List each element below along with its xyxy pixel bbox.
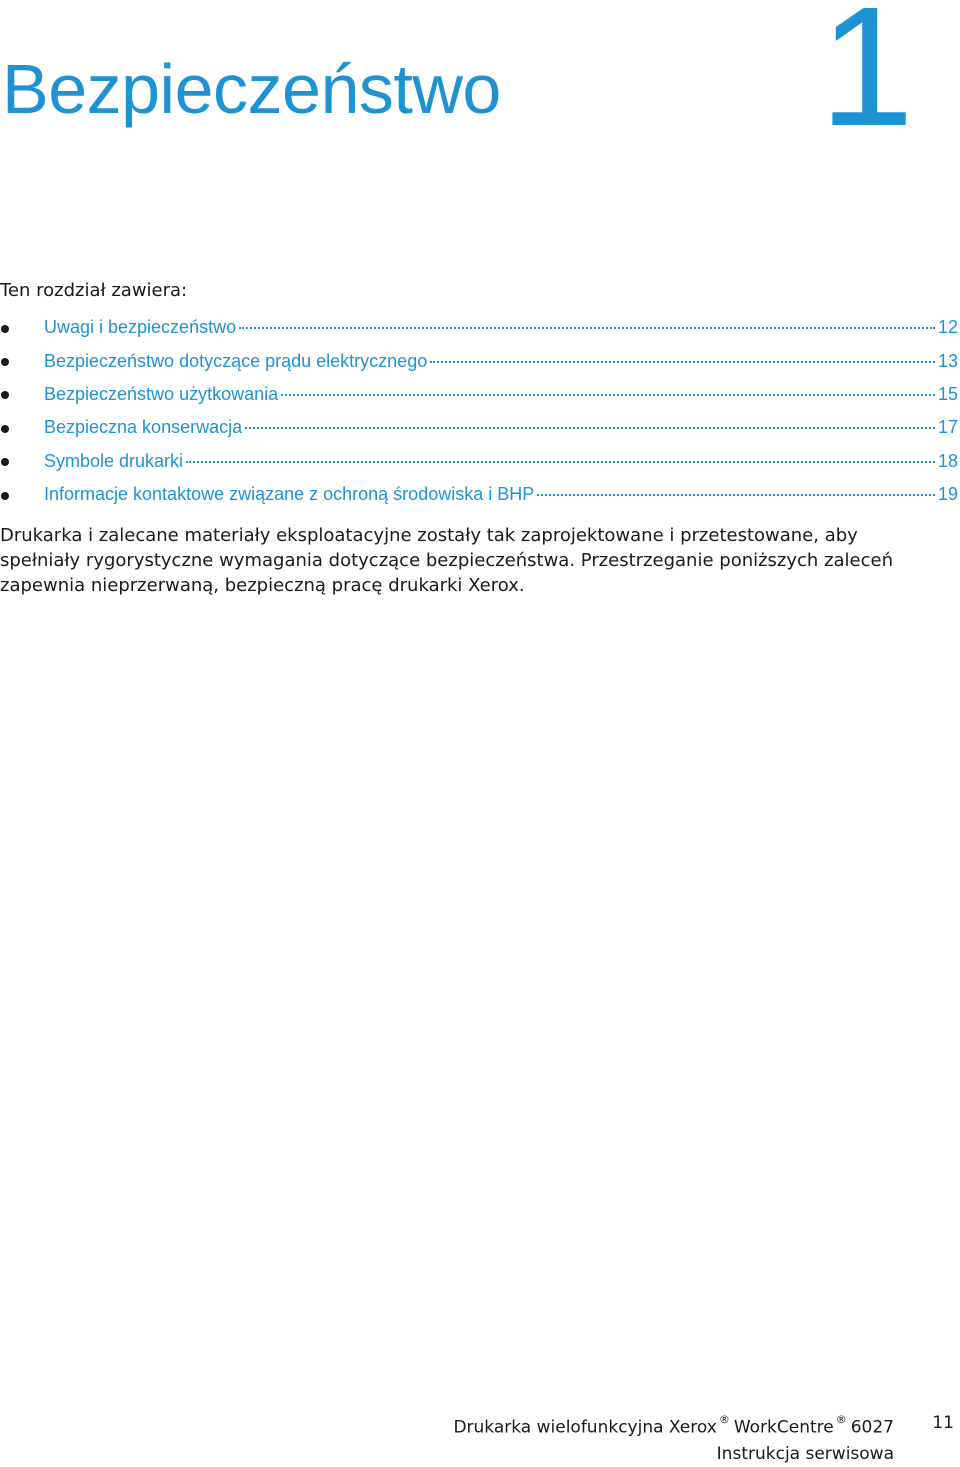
footer-model-number: 6027 xyxy=(850,1417,894,1438)
footer-guide-title: Instrukcja serwisowa xyxy=(716,1443,894,1464)
toc-leader xyxy=(239,327,935,329)
toc-item-page: 18 xyxy=(937,450,958,471)
toc-item xyxy=(0,411,958,444)
toc-link-symbole[interactable] xyxy=(44,451,958,472)
toc-item-page: 19 xyxy=(937,484,958,505)
footer-product-line xyxy=(453,1410,894,1441)
toc-item xyxy=(0,311,958,344)
toc-leader xyxy=(537,494,935,496)
toc-item-page: 15 xyxy=(937,383,958,404)
bullet-icon xyxy=(1,325,9,333)
body-paragraph: Drukarka i zalecane materiały eksploatacyjne zostały tak zaprojektowane i przetestowane, aby spełniały rygorystyczne wymagania dotyczące bezpieczeństwa. Przestrzeganie poniższych zaleceń zapewnia nieprzerwaną, bezpieczną pracę drukarki Xerox. xyxy=(0,525,893,596)
toc-item-label: Bezpieczeństwo dotyczące prądu elektrycznego xyxy=(44,350,428,371)
toc-leader xyxy=(430,361,935,363)
bullet-icon xyxy=(1,391,9,399)
registered-mark: ® xyxy=(718,1413,730,1426)
intro-text: Ten rozdział zawiera: xyxy=(0,280,188,301)
toc-item-label: Informacje kontaktowe związane z ochroną środowiska i BHP xyxy=(44,484,535,505)
toc-item-label: Bezpieczna konserwacja xyxy=(44,417,243,438)
bullet-icon xyxy=(1,358,9,366)
toc-link-konserwacja[interactable] xyxy=(44,417,958,438)
toc-leader xyxy=(281,394,935,396)
toc-item-page: 17 xyxy=(937,417,958,438)
chapter-title: Bezpieczeństwo xyxy=(2,50,501,128)
toc-leader xyxy=(186,461,935,463)
toc-item xyxy=(0,478,958,511)
footer-product-prefix: Drukarka wielofunkcyjna Xerox xyxy=(453,1417,717,1438)
toc-link-uzytkowanie[interactable] xyxy=(44,384,958,405)
chapter-number: 1 xyxy=(819,0,914,162)
toc-item-label: Uwagi i bezpieczeństwo xyxy=(44,317,237,338)
toc-link-uwagi[interactable] xyxy=(44,317,958,338)
toc-item xyxy=(0,445,958,478)
toc-item-page: 13 xyxy=(937,350,958,371)
bullet-icon xyxy=(1,458,9,466)
bullet-icon xyxy=(1,492,9,500)
toc-item-label: Symbole drukarki xyxy=(44,450,184,471)
toc-link-prad[interactable] xyxy=(44,351,958,372)
toc-item-page: 12 xyxy=(937,317,958,338)
toc-item xyxy=(0,378,958,411)
page-number: 11 xyxy=(932,1413,954,1433)
page-footer xyxy=(453,1410,894,1467)
footer-model-name: WorkCentre xyxy=(733,1417,834,1438)
toc-link-kontakt[interactable] xyxy=(44,484,958,505)
toc-item-label: Bezpieczeństwo użytkowania xyxy=(44,383,279,404)
table-of-contents xyxy=(0,311,958,511)
toc-leader xyxy=(245,427,935,429)
toc-item xyxy=(0,344,958,377)
registered-mark: ® xyxy=(835,1413,847,1426)
bullet-icon xyxy=(1,425,9,433)
